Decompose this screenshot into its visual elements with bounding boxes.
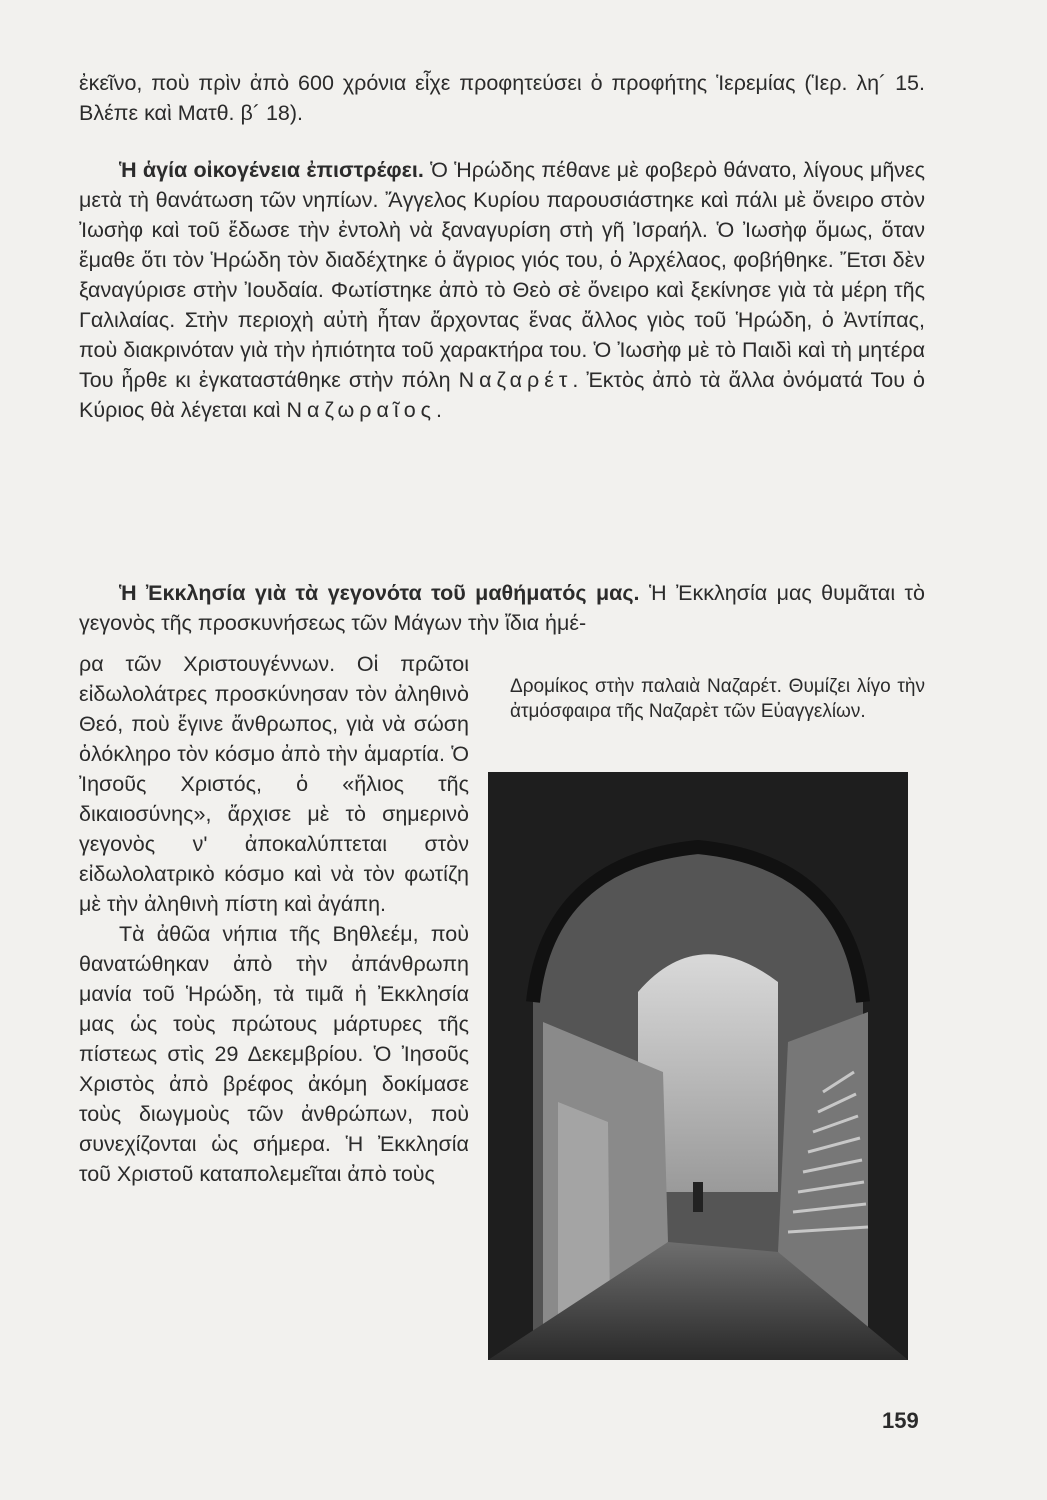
paragraph-text: . Ἐκτὸς ἀπὸ τὰ ἄλλα ὀνόματά Του ὁ Κύριος θὰ λέγεται καὶ (79, 368, 925, 422)
title-name: Ναζωραῖος (286, 398, 437, 422)
paragraph-holy-family: Ἡ ἁγία οἰκογένεια ἐπιστρέφει. Ὁ Ἡρώδης πέθανε μὲ φοβερὸ θάνατο, λίγους μῆνες μετὰ τὴ θανάτωση τῶν νηπίων. Ἄγγελος Κυρίου παρουσιάστηκε καὶ πάλι μὲ ὄνειρο στὸν Ἰωσὴφ καὶ τοῦ ἔδωσε τὴν ἐντολὴ νὰ ξαναγυρίση στὴ γῆ Ἰσραήλ. Ὁ Ἰωσὴφ ὅμως, ὅταν ἔμαθε ὅτι τὸν Ἡρώδη τὸν διαδέχτηκε ὁ ἄγριος γιός του, ὁ Ἀρχέλαος, φοβήθηκε. Ἔτσι δὲν ξαναγύρισε στὴν Ἰουδαία. Φωτίστηκε ἀπὸ τὸ Θεὸ σὲ ὄνειρο καὶ ξεκίνησε γιὰ τὰ μέρη τῆς Γαλιλαίας. Στὴν περιοχὴ αὐτὴ ἦταν ἄρχοντας ἕνας ἄλλος γιὸς τοῦ Ἡρώδη, ὁ Ἀντίπας, ποὺ διακρινόταν γιὰ τὴν ἠπιότητα τοῦ χαρακτήρα του. Ὁ Ἰωσὴφ μὲ τὸ Παιδὶ καὶ τὴ μητέρα Του ἦρθε κι ἐγκαταστάθηκε στὴν πόλη Ναζαρέτ. Ἐκτὸς ἀπὸ τὰ ἄλλα ὀνόματά Του ὁ Κύριος θὰ λέγεται καὶ Ναζωραῖος. (79, 158, 925, 422)
figure-caption: Δρομίκος στὴν παλαιὰ Ναζαρέτ. Θυμίζει λίγο τὴν ἀτμόσφαιρα τῆς Ναζαρὲτ τῶν Εὐαγγελίων. (510, 676, 925, 722)
paragraph-text: ἐκεῖνο, ποὺ πρὶν ἀπὸ 600 χρόνια εἶχε προφητεύσει ὁ προφήτης Ἱερεμίας (Ἱερ. λη´ 15. Βλέπε καὶ Ματθ. β´ 18). (79, 71, 925, 125)
column-paragraph: Τὰ ἀθῶα νήπια τῆς Βηθλεέμ, ποὺ θανατώθηκαν ἀπὸ τὴν ἀπάνθρωπη μανία τοῦ Ἡρώδη, τὰ τιμᾶ ἡ Ἐκκλησία μας ὡς τοὺς πρώτους μάρτυρες τῆς πίστεως στὶς 29 Δεκεμβρίου. Ὁ Ἰησοῦς Χριστὸς ἀπὸ βρέφος ἀκόμη δοκίμασε τοὺς διωγμοὺς τῶν ἀνθρώπων, ποὺ συνεχίζονται ὡς σήμερα. Ἡ Ἐκκλησία τοῦ Χριστοῦ καταπολεμεῖται ἀπὸ τοὺς (79, 922, 469, 1186)
left-column (79, 649, 469, 1189)
paragraph-church (79, 578, 925, 638)
paragraph-text: Ὁ Ἡρώδης πέθανε μὲ φοβερὸ θάνατο, λίγους μῆνες μετὰ τὴ θανάτωση τῶν νηπίων. Ἄγγελος Κυρίου παρουσιάστηκε καὶ πάλι μὲ ὄνειρο στὸν Ἰωσὴφ καὶ τοῦ ἔδωσε τὴν ἐντολὴ νὰ ξαναγυρίση στὴ γῆ Ἰσραήλ. Ὁ Ἰωσὴφ ὅμως, ὅταν ἔμαθε ὅτι τὸν Ἡρώδη τὸν διαδέχτηκε ὁ ἄγριος γιός του, ὁ Ἀρχέλαος, φοβήθηκε. Ἔτσι δὲν ξαναγύρισε στὴν Ἰουδαία. Φωτίστηκε ἀπὸ τὸ Θεὸ σὲ ὄνειρο καὶ ξεκίνησε γιὰ τὰ μέρη τῆς Γαλιλαίας. Στὴν περιοχὴ αὐτὴ ἦταν ἄρχοντας ἕνας ἄλλος γιὸς τοῦ Ἡρώδη, ὁ Ἀντίπας, ποὺ διακρινόταν γιὰ τὴν ἠπιότητα τοῦ χαρακτήρα του. Ὁ Ἰωσὴφ μὲ τὸ Παιδὶ καὶ τὴ μητέρα Του ἦρθε κι ἐγκαταστάθηκε στὴν πόλη (79, 158, 925, 392)
section-heading-church: Ἡ Ἐκκλησία γιὰ τὰ γεγονότα τοῦ μαθήματός μας. (119, 581, 640, 605)
paragraph-text: Ἡ Ἐκκλησία μας θυμᾶται τὸ γεγονὸς τῆς προσκυνήσεως τῶν Μάγων τὴν ἴδια ἡμέ- (79, 581, 925, 635)
page-number: 159 (882, 1408, 919, 1433)
column-paragraph: ρα τῶν Χριστουγέννων. Οἱ πρῶτοι εἰδωλολάτρες προσκύνησαν τὸν ἀληθινὸ Θεό, ποὺ ἔγινε ἄνθρωπος, γιὰ νὰ σώση ὁλόκληρο τὸν κόσμο ἀπὸ τὴν ἁμαρτία. Ὁ Ἰησοῦς Χριστός, ὁ «ἥλιος τῆς δικαιοσύνης», ἄρχισε μὲ τὸ σημερινὸ γεγονὸς ν' ἀποκαλύπτεται στὸν εἰδωλολατρικὸ κόσμο καὶ νὰ τὸν φωτίζη μὲ τὴν ἀληθινὴ πίστη καὶ ἀγάπη. (79, 652, 469, 916)
paragraph-intro (79, 68, 925, 128)
alley-photo-drawing (488, 772, 908, 1360)
city-name: Ναζαρέτ (458, 368, 573, 392)
section-heading-holy-family: Ἡ ἁγία οἰκογένεια ἐπιστρέφει. (119, 158, 424, 182)
alley-photo (488, 772, 908, 1360)
